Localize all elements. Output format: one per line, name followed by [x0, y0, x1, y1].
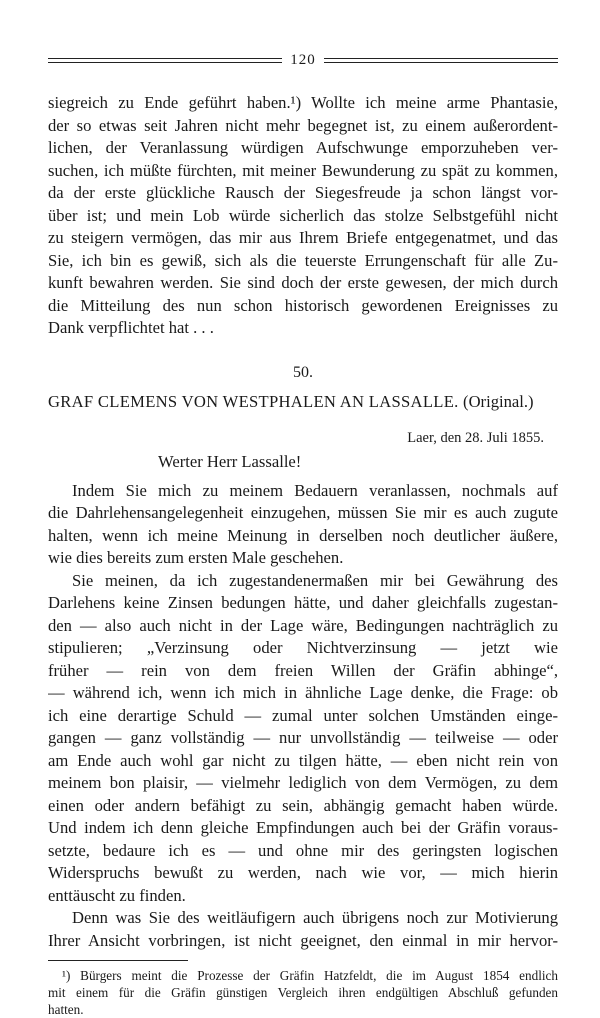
header-rule-left: [48, 58, 282, 63]
text-line: Darlehens keine Zinsen bedungen hätte, und daher gleichfalls zugestan-: [48, 593, 558, 612]
text-line: kunft bewahren werden. Sie sind doch der erste gewesen, der mich durch: [48, 273, 558, 292]
letter-paragraph-3: [48, 907, 558, 952]
text-line: Und indem ich denn gleiche Empfindungen auch bei der Gräfin voraus-: [48, 818, 558, 837]
text-line: halten, wenn ich meine Meinung in derselben noch deutlicher äußere,: [48, 525, 558, 545]
text-line: über ist; und mein Lob würde sicherlich das stolze Selbstgefühl nicht: [48, 205, 558, 225]
text-line: am Ende auch wohl gar nicht zu tilgen hätte, — eben nicht rein von: [48, 750, 558, 770]
text-line: Ihrer Ansicht vorbringen, ist nicht geeignet, den einmal in mir hervor-: [48, 930, 558, 950]
page-header: [48, 50, 558, 70]
page-body: [48, 92, 558, 1018]
footnote-rule: [48, 960, 188, 961]
text-line: lichen, der Veranlassung würdigen Aufschwunge emporzuheben ver-: [48, 138, 558, 157]
header-rule-right: [324, 58, 558, 63]
text-line: der so etwas seit Jahren nicht mehr begegnet ist, zu einem außerordent-: [48, 115, 558, 135]
text-line: den — also auch nicht in der Lage wäre, Bedingungen nachträglich zu: [48, 615, 558, 635]
letter-salutation: Werter Herr Lassalle!: [158, 451, 302, 471]
footnote-line: ¹) Bürgers meint die Prozesse der Gräfin Hatzfeldt, die im August 1854 endlich: [62, 968, 558, 983]
page-number: 120: [290, 51, 316, 68]
text-line: die Dahrlehensangelegenheit einzugehen, müssen Sie mir es auch zugute: [48, 503, 558, 522]
text-line: einen oder andern befähigt zu sein, abhängig gemacht haben würde.: [48, 795, 558, 815]
letter-number: 50.: [293, 363, 313, 381]
intro-paragraph: [48, 92, 558, 340]
text-line: Indem Sie mich zu meinem Bedauern veranlassen, nochmals auf: [72, 480, 558, 500]
footnote: [48, 967, 558, 1018]
text-line: gangen — ganz vollständig — nur unvollständig — teilweise — oder: [48, 728, 558, 747]
text-line: wie dies bereits zum ersten Male geschehen.: [48, 548, 344, 567]
text-line: die Mitteilung des nun schon historisch gewordenen Ereignisses zu: [48, 295, 558, 315]
text-line: siegreich zu Ende geführt haben.¹) Wollte ich meine arme Phantasie,: [48, 93, 558, 112]
letter-paragraph-2: [48, 570, 558, 908]
footnote-line: mit einem für die Gräfin günstigen Vergleich ihren endgültigen Abschluß gefunden: [48, 985, 558, 1000]
text-line: zu steigern vermögen, das mir aus Ihrem Briefe entgegenatmet, und das: [48, 228, 558, 247]
text-line: früher — rein von dem freien Willen der Gräfin abhinge“,: [48, 660, 558, 680]
text-line: ich eine derartige Schuld — zumal unter solchen Umständen einge-: [48, 705, 558, 725]
text-line: Dank verpflichtet hat . . .: [48, 318, 214, 337]
text-line: suchen, ich müßte fürchten, mit meiner Bewunderung zu spät zu kommen,: [48, 160, 558, 180]
text-line: Sie meinen, da ich zugestandenermaßen mir bei Gewährung des: [72, 570, 558, 590]
text-line: da der erste glückliche Rausch der Siegesfreude ja schon längst vor-: [48, 183, 558, 202]
letter-paragraph-1: [48, 480, 558, 570]
letter-heading: [48, 390, 558, 414]
text-line: — während ich, wenn ich mich in ähnliche Lage denke, die Frage: ob: [48, 683, 558, 702]
text-line: enttäuscht zu finden.: [48, 885, 186, 905]
text-line: Widerspruchs bewußt zu werden, nach wie vor, — mich hierin: [48, 863, 558, 882]
letter-dateline: Laer, den 28. Juli 1855.: [407, 429, 544, 446]
text-line: Denn was Sie des weitläufigern auch übrigens noch zur Motivierung: [72, 908, 558, 927]
text-line: stipulieren; „Verzinsung oder Nichtverzinsung — jetzt wie: [48, 638, 558, 657]
text-line: Sie, ich bin es gewiß, sich als die teuerste Errungenschaft für alle Zu-: [48, 250, 558, 270]
text-line: meinem bon plaisir, — vielmehr lediglich von dem Vermögen, zu dem: [48, 773, 558, 792]
footnote-line: hatten.: [48, 1002, 84, 1017]
letter-heading-note: (Original.): [463, 391, 534, 411]
text-line: setzte, bedaure ich es — und ohne mir des geringsten logischen: [48, 840, 558, 860]
letter-heading-title: GRAF CLEMENS VON WESTPHALEN AN LASSALLE.: [48, 391, 459, 411]
